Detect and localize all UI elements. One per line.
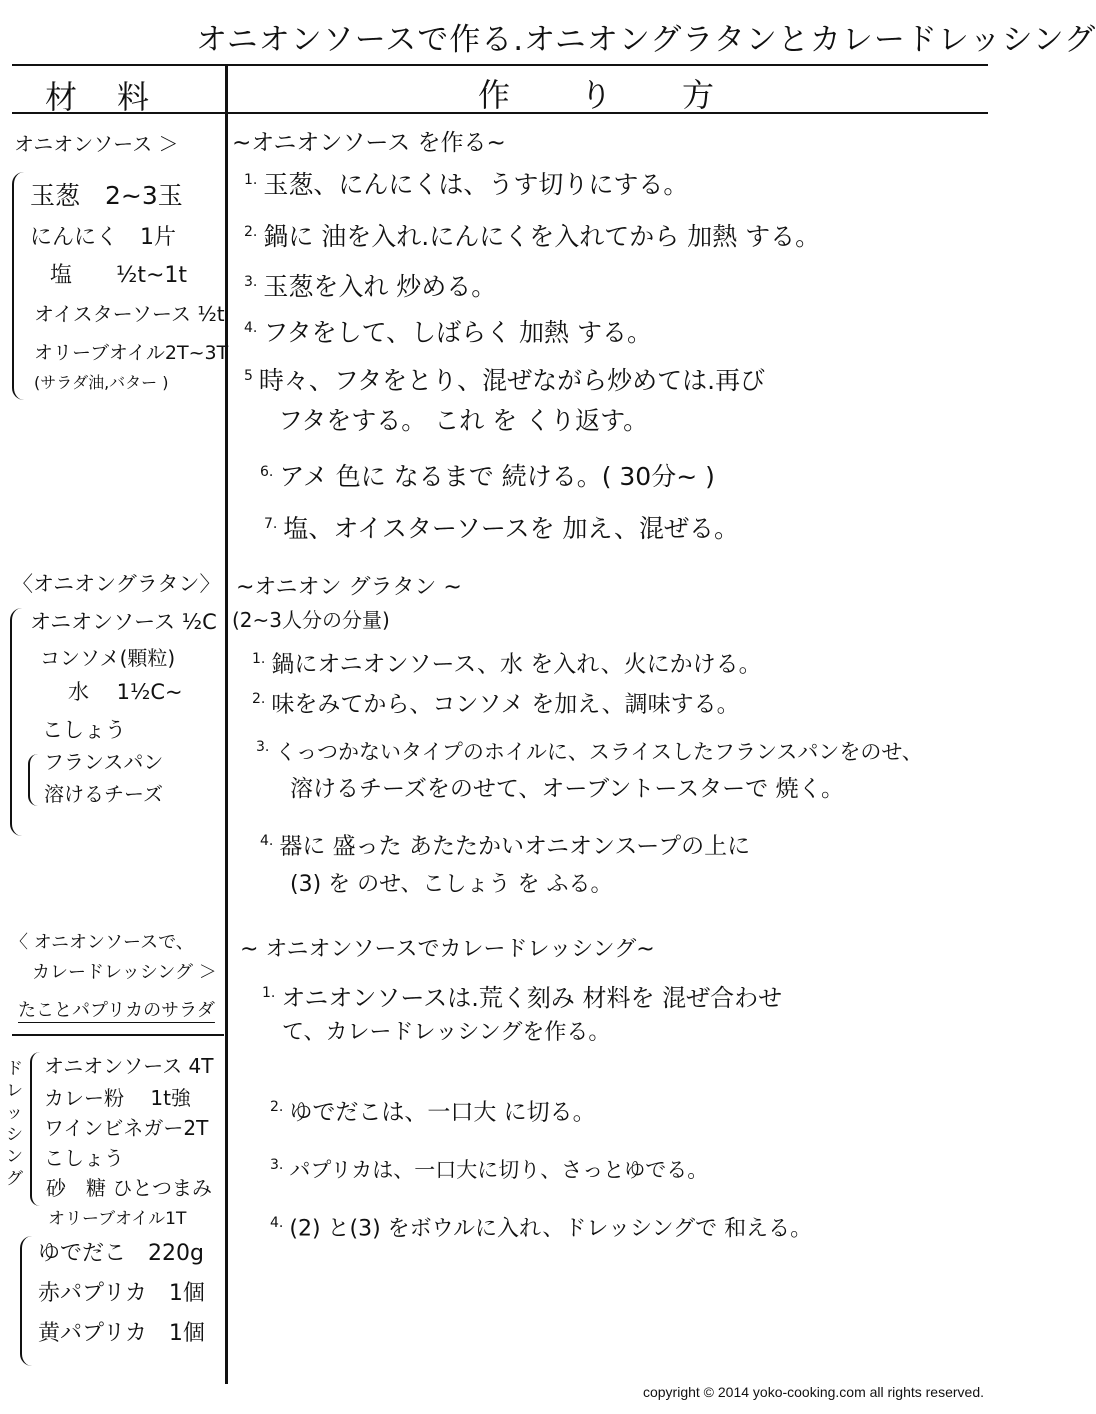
step-text: 玉葱を入れ 炒める。 <box>263 272 497 301</box>
gratin-step-3 <box>256 740 923 763</box>
curry-method-title: ~ オニオンソースでカレードレッシング~ <box>240 937 655 962</box>
step-text: 鍋にオニオンソース、水 を入れ、火にかける。 <box>271 651 762 678</box>
curry-step-4 <box>270 1216 812 1240</box>
salad-ingredient: 黄パプリカ 1個 <box>38 1321 205 1346</box>
step-text: 時々、フタをとり、混ぜながら炒めては.再び <box>258 366 766 395</box>
dressing-ingredient: ワインビネガー2T <box>44 1116 209 1140</box>
method-column-header: 作り方 <box>478 76 785 114</box>
step-number: 4. <box>244 319 258 336</box>
salad-brace <box>20 1236 32 1366</box>
step-text: フタをして、しばらく 加熱 する。 <box>263 318 653 347</box>
gratin-ingredient: こしょう <box>42 718 126 742</box>
step-text: くっつかないタイプのホイルに、スライスしたフランスパンをのせ、 <box>275 740 923 764</box>
step-text: 鍋に 油を入れ.にんにくを入れてから 加熱 する。 <box>263 222 821 251</box>
onion-sauce-ingredient: オイスターソース ½t <box>34 302 225 326</box>
step-number: 4. <box>260 833 274 849</box>
gratin-ingredient: 溶けるチーズ <box>44 782 163 806</box>
step-text: 味をみてから、コンソメ を加え、調味する。 <box>271 691 740 718</box>
gratin-ingredient: 水 1½C~ <box>68 680 183 704</box>
onion-sauce-step-5-cont <box>278 408 648 433</box>
gratin-ingredient: オニオンソース ½C <box>30 610 217 634</box>
step-text: フタをする。 これ を くり返す。 <box>278 406 649 435</box>
gratin-ingredient: フランスパン <box>44 750 164 774</box>
top-rule <box>12 64 988 66</box>
gratin-step-2 <box>252 692 740 717</box>
step-number: 3. <box>244 273 258 290</box>
curry-step-1-cont <box>282 1022 610 1044</box>
onion-sauce-ingredient: 塩 ½t~1t <box>50 263 188 288</box>
step-number: 3. <box>256 739 270 755</box>
step-text: (3) を のせ、こしょう を ふる。 <box>290 872 613 897</box>
gratin-step-3-cont <box>290 778 844 801</box>
gratin-step-4-cont <box>290 874 612 896</box>
curry-step-2 <box>270 1100 596 1125</box>
onion-sauce-step-6 <box>260 464 715 489</box>
dressing-ingredient: オニオンソース 4T <box>44 1054 214 1078</box>
gratin-method-title: ~オニオン グラタン ~ <box>236 575 462 600</box>
onion-sauce-brace <box>12 172 24 400</box>
step-number: 7. <box>264 515 278 532</box>
onion-sauce-ingredient: オリーブオイル2T~3T <box>34 342 229 364</box>
onion-sauce-step-5 <box>244 368 765 393</box>
step-text: 器に 盛った あたたかいオニオンスープの上に <box>279 833 751 860</box>
step-text: 塩、オイスターソースを 加え、混ぜる。 <box>283 514 740 543</box>
step-text: パプリカは、一口大に切り、さっとゆでる。 <box>289 1158 709 1182</box>
onion-sauce-step-2 <box>244 224 820 249</box>
step-number: 6. <box>260 463 274 480</box>
curry-heading-line2: カレードレッシング ＞ <box>32 962 217 983</box>
step-text: ゆでだこは、一口大 に切る。 <box>289 1099 596 1126</box>
step-text: オニオンソースは.荒く刻み 材料を 混ぜ合わせ <box>281 984 783 1012</box>
column-divider <box>225 64 228 1384</box>
step-text: アメ 色に なるまで 続ける。( 30分~ ) <box>279 462 715 491</box>
onion-sauce-method-title: ~オニオンソース を作る~ <box>232 130 506 156</box>
gratin-ingredient: コンソメ(顆粒) <box>40 646 176 670</box>
gratin-step-1 <box>252 652 762 677</box>
onion-sauce-ingredient: (サラダ油,バター ) <box>34 373 169 392</box>
curry-step-1 <box>262 986 782 1010</box>
dressing-ingredient: オリーブオイル1T <box>48 1209 187 1229</box>
step-text: (2) と(3) をボウルに入れ、ドレッシングで 和える。 <box>289 1216 813 1242</box>
salad-divider <box>12 1034 224 1036</box>
onion-sauce-step-3 <box>244 274 496 299</box>
dressing-ingredient: こしょう <box>44 1146 124 1170</box>
salad-ingredient: ゆでだこ 220g <box>38 1241 204 1266</box>
dressing-brace <box>30 1052 40 1206</box>
onion-sauce-step-7 <box>264 516 739 541</box>
curry-step-3 <box>270 1158 708 1181</box>
dressing-side-label: ドレッシング <box>6 1059 23 1189</box>
step-number: 1. <box>262 985 276 1001</box>
gratin-servings: (2~3人分の分量) <box>232 608 390 632</box>
step-number: 3. <box>270 1157 284 1173</box>
step-number: 4. <box>270 1215 284 1231</box>
step-number: 2. <box>244 223 258 240</box>
onion-sauce-heading: オニオンソース ＞ <box>14 132 179 156</box>
bread-cheese-brace <box>28 754 38 806</box>
step-number: 5 <box>244 367 253 384</box>
salad-ingredient: 赤パプリカ 1個 <box>38 1281 205 1306</box>
onion-sauce-step-1 <box>244 172 688 197</box>
step-number: 1. <box>252 651 266 667</box>
salad-heading: たことパプリカのサラダ <box>18 1000 215 1021</box>
page-title: オニオンソースで作る.オニオングラタンとカレードレッシング <box>196 22 1096 58</box>
step-text: て、カレードレッシングを作る。 <box>282 1020 611 1045</box>
step-number: 2. <box>270 1099 284 1115</box>
dressing-ingredient: 砂 糖 ひとつまみ <box>46 1176 212 1200</box>
onion-sauce-ingredient: にんにく 1片 <box>30 225 176 250</box>
step-number: 1. <box>244 171 258 188</box>
curry-heading-line1: 〈 オニオンソースで、 <box>10 932 194 953</box>
onion-sauce-step-4 <box>244 320 652 345</box>
gratin-heading: 〈オニオングラタン〉 <box>12 572 221 596</box>
step-text: 溶けるチーズをのせて、オーブントースターで 焼く。 <box>290 776 845 802</box>
ingredients-column-header: 材料 <box>45 78 190 116</box>
step-number: 2. <box>252 691 266 707</box>
gratin-brace <box>10 608 22 836</box>
gratin-step-4 <box>260 834 750 859</box>
copyright-notice: copyright © 2014 yoko-cooking.com all rights reserved. <box>642 1384 984 1400</box>
dressing-ingredient: カレー粉 1t強 <box>44 1086 191 1110</box>
step-text: 玉葱、にんにくは、うす切りにする。 <box>263 170 689 199</box>
onion-sauce-ingredient: 玉葱 2~3玉 <box>30 181 183 210</box>
